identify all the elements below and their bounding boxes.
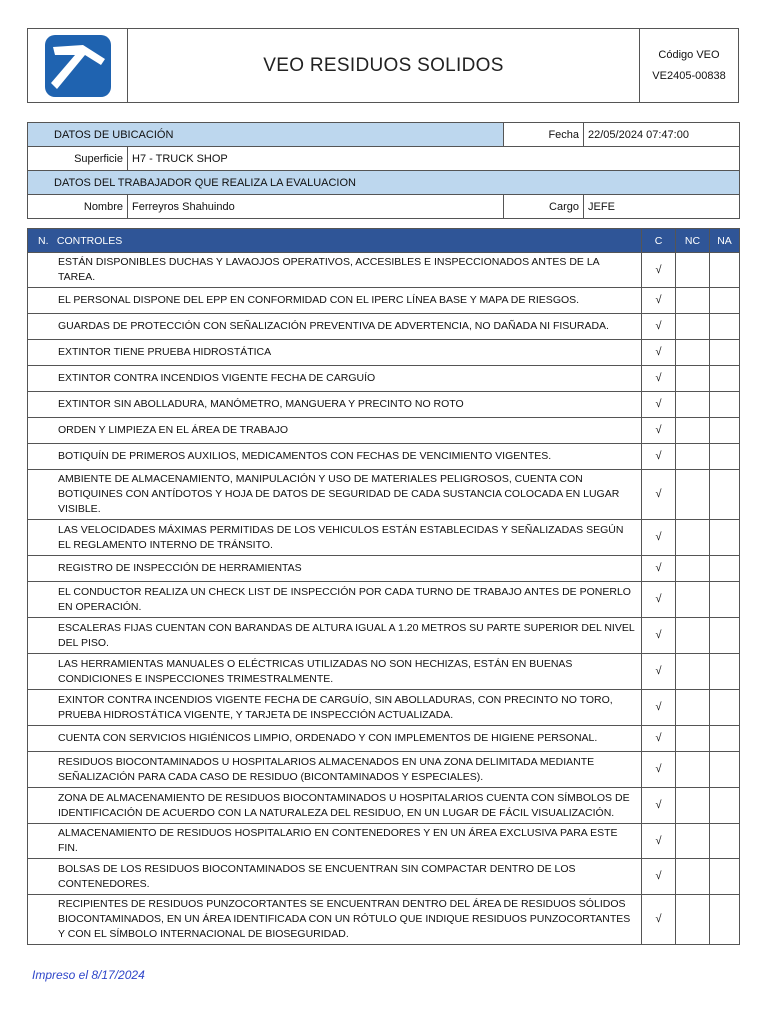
table-row [28, 582, 740, 618]
table-row [28, 340, 740, 366]
c-mark: √ [642, 752, 676, 788]
role-label: Cargo [504, 195, 584, 219]
c-mark: √ [642, 690, 676, 726]
na-mark [710, 340, 740, 366]
role-value: JEFE [584, 195, 740, 219]
nc-mark [676, 726, 710, 752]
table-row [28, 556, 740, 582]
na-mark [710, 690, 740, 726]
nc-mark [676, 366, 710, 392]
na-mark [710, 556, 740, 582]
na-mark [710, 520, 740, 556]
table-row [28, 366, 740, 392]
na-mark [710, 366, 740, 392]
nc-mark [676, 253, 710, 288]
nc-mark [676, 654, 710, 690]
control-cell: LAS HERRAMIENTAS MANUALES O ELÉCTRICAS UTILIZADAS NO SON HECHIZAS, ESTÁN EN BUENAS CONDICIONES E INSPECCIONES TRIMESTRALMENTE. [28, 654, 642, 690]
c-mark: √ [642, 788, 676, 824]
na-mark [710, 752, 740, 788]
control-cell: EL CONDUCTOR REALIZA UN CHECK LIST DE INSPECCIÓN POR CADA TURNO DE TRABAJO ANTES DE PONERLO EN OPERACIÓN. [28, 582, 642, 618]
company-logo-icon [45, 35, 111, 97]
worker-header-row [28, 171, 740, 195]
surface-value: H7 - TRUCK SHOP [128, 147, 740, 171]
info-table [27, 122, 740, 219]
na-mark [710, 582, 740, 618]
checklist-header-row [28, 229, 740, 253]
name-value: Ferreyros Shahuindo [128, 195, 504, 219]
c-mark: √ [642, 520, 676, 556]
c-mark: √ [642, 859, 676, 895]
table-row [28, 895, 740, 945]
table-row [28, 824, 740, 859]
control-cell: LAS VELOCIDADES MÁXIMAS PERMITIDAS DE LOS VEHICULOS ESTÁN ESTABLECIDAS Y SEÑALIZADAS SEGÚN EL REGLAMENTO INTERNO DE TRÁNSITO. [28, 520, 642, 556]
c-mark: √ [642, 895, 676, 945]
control-cell: ESCALERAS FIJAS CUENTAN CON BARANDAS DE ALTURA IGUAL A 1.20 METROS SU PARTE SUPERIOR DEL NIVEL DEL PISO. [28, 618, 642, 654]
document-title: VEO RESIDUOS SOLIDOS [263, 54, 504, 76]
c-mark: √ [642, 556, 676, 582]
table-row [28, 654, 740, 690]
na-mark [710, 859, 740, 895]
nc-mark [676, 895, 710, 945]
nc-mark [676, 520, 710, 556]
control-cell: ORDEN Y LIMPIEZA EN EL ÁREA DE TRABAJO [28, 418, 642, 444]
control-cell: BOTIQUÍN DE PRIMEROS AUXILIOS, MEDICAMENTOS CON FECHAS DE VENCIMIENTO VIGENTES. [28, 444, 642, 470]
control-cell: GUARDAS DE PROTECCIÓN CON SEÑALIZACIÓN PREVENTIVA DE ADVERTENCIA, NO DAÑADA NI FISURADA. [28, 314, 642, 340]
worker-section-title: DATOS DEL TRABAJADOR QUE REALIZA LA EVALUACION [28, 171, 740, 195]
c-mark: √ [642, 366, 676, 392]
control-cell: EXTINTOR CONTRA INCENDIOS VIGENTE FECHA DE CARGUÍO [28, 366, 642, 392]
controls-header [28, 229, 642, 253]
c-mark: √ [642, 392, 676, 418]
control-cell: RECIPIENTES DE RESIDUOS PUNZOCORTANTES SE ENCUENTRAN DENTRO DEL ÁREA DE RESIDUOS SÓLIDOS BIOCONTAMINADOS, EN UN ÁREA IDENTIFICADA CON UN RÓTULO QUE INDIQUE RESIDUOS PUNZOCORTANTES Y CON EL SÍMBOLO INTERNACIONAL DE BIOSEGURIDAD. [28, 895, 642, 945]
na-mark [710, 392, 740, 418]
table-row [28, 859, 740, 895]
name-label: Nombre [28, 195, 128, 219]
nc-mark [676, 444, 710, 470]
control-cell: ZONA DE ALMACENAMIENTO DE RESIDUOS BIOCONTAMINADOS U HOSPITALARIOS CUENTA CON SÍMBOLOS DE IDENTIFICACIÓN DE ACUERDO CON LA NATURALEZA DEL RESIDUO, EN UN LUGAR DE FÁCIL VISUALIZACIÓN. [28, 788, 642, 824]
nc-mark [676, 788, 710, 824]
nc-mark [676, 824, 710, 859]
table-row [28, 618, 740, 654]
c-mark: √ [642, 444, 676, 470]
na-mark [710, 314, 740, 340]
location-header-row [28, 123, 740, 147]
control-cell: AMBIENTE DE ALMACENAMIENTO, MANIPULACIÓN Y USO DE MATERIALES PELIGROSOS, CUENTA CON BOTIQUINES CON ANTÍDOTOS Y HOJA DE DATOS DE SEGURIDAD DE CADA SUSTANCIA COLOCADA EN LUGAR VISIBLE. [28, 470, 642, 520]
na-mark [710, 288, 740, 314]
c-mark: √ [642, 582, 676, 618]
c-mark: √ [642, 253, 676, 288]
document-code [639, 29, 738, 102]
na-mark [710, 824, 740, 859]
c-mark: √ [642, 288, 676, 314]
c-mark: √ [642, 314, 676, 340]
checklist-body [28, 253, 740, 945]
table-row [28, 726, 740, 752]
c-mark: √ [642, 654, 676, 690]
c-mark: √ [642, 418, 676, 444]
surface-row [28, 147, 740, 171]
location-section-title: DATOS DE UBICACIÓN [28, 123, 504, 147]
na-mark [710, 470, 740, 520]
control-header: CONTROLES [56, 234, 123, 247]
nc-mark [676, 690, 710, 726]
na-header: NA [710, 229, 740, 253]
table-row [28, 444, 740, 470]
nc-mark [676, 470, 710, 520]
control-cell: BOLSAS DE LOS RESIDUOS BIOCONTAMINADOS SE ENCUENTRAN SIN COMPACTAR DENTRO DE LOS CONTENEDORES. [28, 859, 642, 895]
nc-mark [676, 556, 710, 582]
na-mark [710, 618, 740, 654]
table-row [28, 253, 740, 288]
nc-mark [676, 392, 710, 418]
table-row [28, 690, 740, 726]
c-mark: √ [642, 470, 676, 520]
nc-mark [676, 618, 710, 654]
date-value: 22/05/2024 07:47:00 [584, 123, 740, 147]
c-mark: √ [642, 618, 676, 654]
control-cell: EXTINTOR SIN ABOLLADURA, MANÓMETRO, MANGUERA Y PRECINTO NO ROTO [28, 392, 642, 418]
logo-cell [28, 29, 128, 102]
nc-mark [676, 582, 710, 618]
c-mark: √ [642, 726, 676, 752]
control-cell: RESIDUOS BIOCONTAMINADOS U HOSPITALARIOS ALMACENADOS EN UNA ZONA DELIMITADA MEDIANTE SEÑALIZACIÓN PARA CADA CASO DE RESIDUO (BICONTAMINADOS Y ESPECIALES). [28, 752, 642, 788]
na-mark [710, 444, 740, 470]
na-mark [710, 895, 740, 945]
surface-label: Superficie [28, 147, 128, 171]
nc-mark [676, 418, 710, 444]
printed-date: Impreso el 8/17/2024 [32, 968, 145, 982]
na-mark [710, 788, 740, 824]
control-cell: REGISTRO DE INSPECCIÓN DE HERRAMIENTAS [28, 556, 642, 582]
nc-mark [676, 288, 710, 314]
control-cell: EL PERSONAL DISPONE DEL EPP EN CONFORMIDAD CON EL IPERC LÍNEA BASE Y MAPA DE RIESGOS. [28, 288, 642, 314]
num-header: N. [38, 234, 49, 247]
nc-mark [676, 752, 710, 788]
table-row [28, 470, 740, 520]
table-row [28, 520, 740, 556]
nc-mark [676, 314, 710, 340]
date-label: Fecha [504, 123, 584, 147]
table-row [28, 392, 740, 418]
nc-header: NC [676, 229, 710, 253]
control-cell: CUENTA CON SERVICIOS HIGIÉNICOS LIMPIO, ORDENADO Y CON IMPLEMENTOS DE HIGIENE PERSONAL. [28, 726, 642, 752]
code-value: VE2405-00838 [652, 69, 726, 82]
nc-mark [676, 340, 710, 366]
na-mark [710, 418, 740, 444]
table-row [28, 314, 740, 340]
na-mark [710, 726, 740, 752]
table-row [28, 788, 740, 824]
table-row [28, 418, 740, 444]
table-row [28, 288, 740, 314]
control-cell: EXTINTOR TIENE PRUEBA HIDROSTÁTICA [28, 340, 642, 366]
worker-row [28, 195, 740, 219]
table-row [28, 752, 740, 788]
checklist-table [27, 228, 740, 945]
c-mark: √ [642, 340, 676, 366]
na-mark [710, 253, 740, 288]
c-header: C [642, 229, 676, 253]
na-mark [710, 654, 740, 690]
control-cell: EXINTOR CONTRA INCENDIOS VIGENTE FECHA DE CARGUÍO, SIN ABOLLADURAS, CON PRECINTO NO TORO, PRUEBA HIDROSTÁTICA VIGENTE, Y TARJETA DE INSPECCIÓN ACTUALIZADA. [28, 690, 642, 726]
c-mark: √ [642, 824, 676, 859]
control-cell: ESTÁN DISPONIBLES DUCHAS Y LAVAOJOS OPERATIVOS, ACCESIBLES E INSPECCIONADOS ANTES DE LA TAREA. [28, 253, 642, 288]
document-header [27, 28, 739, 103]
nc-mark [676, 859, 710, 895]
control-cell: ALMACENAMIENTO DE RESIDUOS HOSPITALARIO EN CONTENEDORES Y EN UN ÁREA EXCLUSIVA PARA ESTE FIN. [28, 824, 642, 859]
code-label: Código VEO [658, 48, 720, 61]
